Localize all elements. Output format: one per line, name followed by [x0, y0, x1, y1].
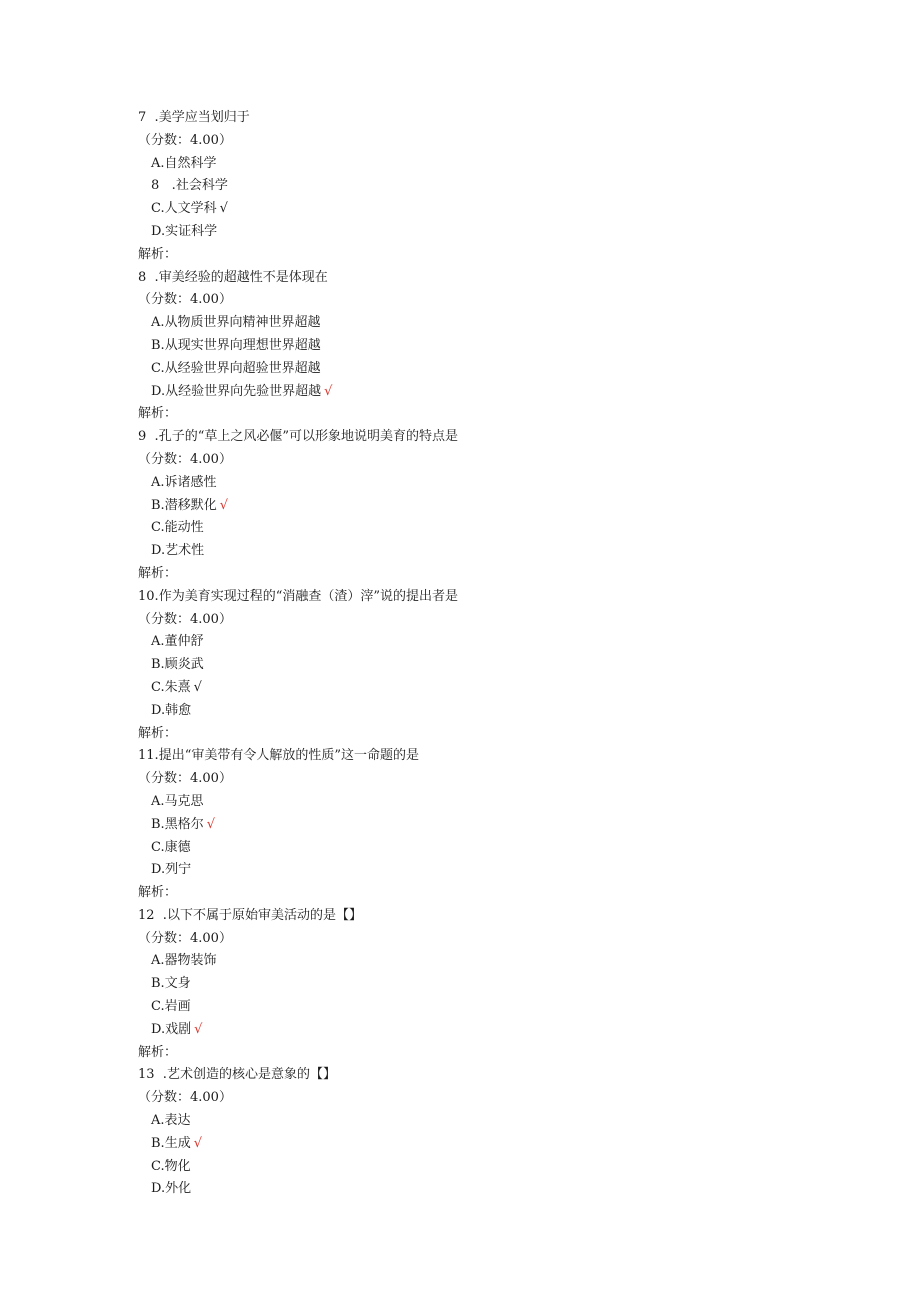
- option-item: [138, 1110, 838, 1133]
- checkmark-icon: √: [206, 816, 215, 832]
- question-line: [138, 267, 838, 290]
- option-text: 顾炎武: [164, 657, 204, 673]
- option-label: B.: [151, 816, 165, 832]
- option-item: [138, 1133, 838, 1156]
- option-text: 岩画: [164, 999, 191, 1015]
- question-score: （分数：4.00）: [138, 611, 232, 627]
- question-separator: .: [146, 269, 159, 285]
- option-item: [138, 837, 838, 860]
- checkmark-icon: √: [193, 1135, 202, 1151]
- score-line: [138, 609, 838, 632]
- option-label: 8 .: [151, 178, 176, 194]
- score-line: [138, 1087, 838, 1110]
- option-item: [138, 517, 838, 540]
- option-item: [138, 631, 838, 654]
- question-list: [138, 107, 838, 1201]
- question-separator: .: [154, 748, 159, 764]
- option-text: 社会科学: [175, 178, 228, 194]
- question-text: 作为美育实现过程的“消融查（渣）滓”说的提出者是: [158, 588, 458, 604]
- option-label: B.: [151, 976, 165, 992]
- checkmark-icon: √: [193, 679, 202, 695]
- option-text: 朱熹: [164, 679, 191, 695]
- option-text: 实证科学: [165, 223, 218, 239]
- option-item: [138, 791, 838, 814]
- option-text: 自然科学: [164, 155, 217, 171]
- score-line: [138, 449, 838, 472]
- option-item: [138, 654, 838, 677]
- analysis-label: 解析：: [138, 725, 178, 741]
- option-text: 人文学科: [164, 201, 217, 217]
- option-label: D.: [151, 862, 166, 878]
- option-label: C.: [151, 1158, 165, 1174]
- option-text: 从物质世界向精神世界超越: [164, 315, 321, 331]
- option-label: A.: [151, 315, 165, 331]
- option-text: 从现实世界向理想世界超越: [164, 337, 321, 353]
- option-label: A.: [151, 474, 165, 490]
- option-text: 康德: [164, 839, 191, 855]
- option-text: 马克思: [164, 793, 204, 809]
- option-label: D.: [151, 383, 166, 399]
- option-item: [138, 1019, 838, 1042]
- question-separator: .: [146, 429, 159, 445]
- question-text: 以下不属于原始审美活动的是【】: [166, 907, 362, 923]
- question-number: 7: [138, 110, 147, 125]
- option-text: 能动性: [164, 520, 204, 536]
- question-text: 美学应当划归于: [158, 110, 250, 125]
- question-number: 11: [138, 748, 155, 764]
- question-line: [138, 905, 838, 928]
- option-item: [138, 814, 838, 837]
- option-text: 戏剧: [165, 1021, 192, 1037]
- checkmark-icon: √: [219, 201, 228, 217]
- question-separator: .: [154, 907, 167, 923]
- option-label: D.: [151, 543, 166, 559]
- question-text: 提出“审美带有令人解放的性质”这一命题的是: [158, 748, 419, 764]
- option-item: [138, 198, 838, 221]
- option-item: [138, 312, 838, 335]
- option-item: [138, 973, 838, 996]
- option-label: C.: [151, 999, 165, 1015]
- option-item: [138, 358, 838, 381]
- option-text: 列宁: [165, 862, 192, 878]
- option-text: 韩愈: [165, 702, 192, 718]
- option-text: 黑格尔: [164, 816, 204, 832]
- question-number: 12: [138, 907, 155, 923]
- score-line: [138, 289, 838, 312]
- option-label: B.: [151, 337, 165, 353]
- option-label: D.: [151, 1181, 166, 1197]
- analysis-label: 解析：: [138, 565, 178, 581]
- question-line: [138, 107, 838, 130]
- option-label: B.: [151, 1135, 165, 1151]
- option-item: [138, 1178, 838, 1201]
- checkmark-icon: √: [324, 383, 333, 399]
- option-label: A.: [151, 793, 165, 809]
- option-label: C.: [151, 201, 165, 217]
- question-line: [138, 745, 838, 768]
- question-text: 审美经验的超越性不是体现在: [158, 269, 328, 285]
- score-line: [138, 928, 838, 951]
- option-label: A.: [151, 634, 165, 650]
- option-text: 表达: [164, 1113, 191, 1129]
- option-label: D.: [151, 1021, 166, 1037]
- question-line: [138, 426, 838, 449]
- score-line: [138, 768, 838, 791]
- option-item: [138, 495, 838, 518]
- option-text: 生成: [164, 1135, 191, 1151]
- option-label: A.: [151, 953, 165, 969]
- question-number: 13: [138, 1067, 155, 1083]
- option-label: C.: [151, 679, 165, 695]
- option-text: 董仲舒: [164, 634, 204, 650]
- option-item: [138, 175, 838, 198]
- score-line: [138, 130, 838, 153]
- option-label: A.: [151, 1113, 165, 1129]
- option-text: 诉诸感性: [164, 474, 217, 490]
- analysis-label: 解析：: [138, 406, 178, 422]
- question-separator: .: [154, 588, 159, 604]
- option-label: C.: [151, 520, 165, 536]
- analysis-label: 解析：: [138, 885, 178, 901]
- question-separator: .: [154, 1067, 167, 1083]
- option-item: [138, 472, 838, 495]
- option-item: [138, 221, 838, 244]
- question-number: 10: [138, 588, 155, 604]
- option-text: 外化: [165, 1181, 192, 1197]
- option-item: [138, 1156, 838, 1179]
- option-label: C.: [151, 839, 165, 855]
- question-number: 8: [138, 269, 147, 285]
- option-item: [138, 677, 838, 700]
- option-item: [138, 950, 838, 973]
- question-score: （分数：4.00）: [138, 1090, 232, 1106]
- checkmark-icon: √: [194, 1021, 203, 1037]
- option-label: A.: [151, 155, 165, 171]
- option-text: 物化: [164, 1158, 191, 1174]
- option-text: 潜移默化: [164, 497, 217, 513]
- question-number: 9: [138, 429, 147, 445]
- option-item: [138, 996, 838, 1019]
- option-text: 从经验世界向超验世界超越: [164, 360, 321, 376]
- option-item: [138, 153, 838, 176]
- option-text: 从经验世界向先验世界超越: [165, 383, 322, 399]
- checkmark-icon: √: [219, 497, 228, 513]
- option-text: 器物装饰: [164, 953, 217, 969]
- option-item: [138, 700, 838, 723]
- question-separator: .: [146, 110, 159, 125]
- question-text: 孔子的“草上之风必偃”可以形象地说明美育的特点是: [158, 429, 458, 445]
- option-label: D.: [151, 223, 166, 239]
- option-item: [138, 859, 838, 882]
- analysis-label: 解析：: [138, 246, 178, 262]
- option-label: B.: [151, 657, 165, 673]
- option-item: [138, 540, 838, 563]
- question-score: （分数：4.00）: [138, 451, 232, 467]
- option-label: C.: [151, 360, 165, 376]
- analysis-label: 解析：: [138, 1044, 178, 1060]
- option-text: 文身: [164, 976, 191, 992]
- question-line: [138, 1064, 838, 1087]
- question-text: 艺术创造的核心是意象的【】: [166, 1067, 336, 1083]
- option-item: [138, 335, 838, 358]
- question-score: （分数：4.00）: [138, 132, 232, 148]
- question-line: [138, 586, 838, 609]
- question-score: （分数：4.00）: [138, 292, 232, 308]
- option-label: B.: [151, 497, 165, 513]
- option-item: [138, 381, 838, 404]
- question-score: （分数：4.00）: [138, 771, 232, 787]
- option-text: 艺术性: [165, 543, 205, 559]
- option-label: D.: [151, 702, 166, 718]
- question-score: （分数：4.00）: [138, 930, 232, 946]
